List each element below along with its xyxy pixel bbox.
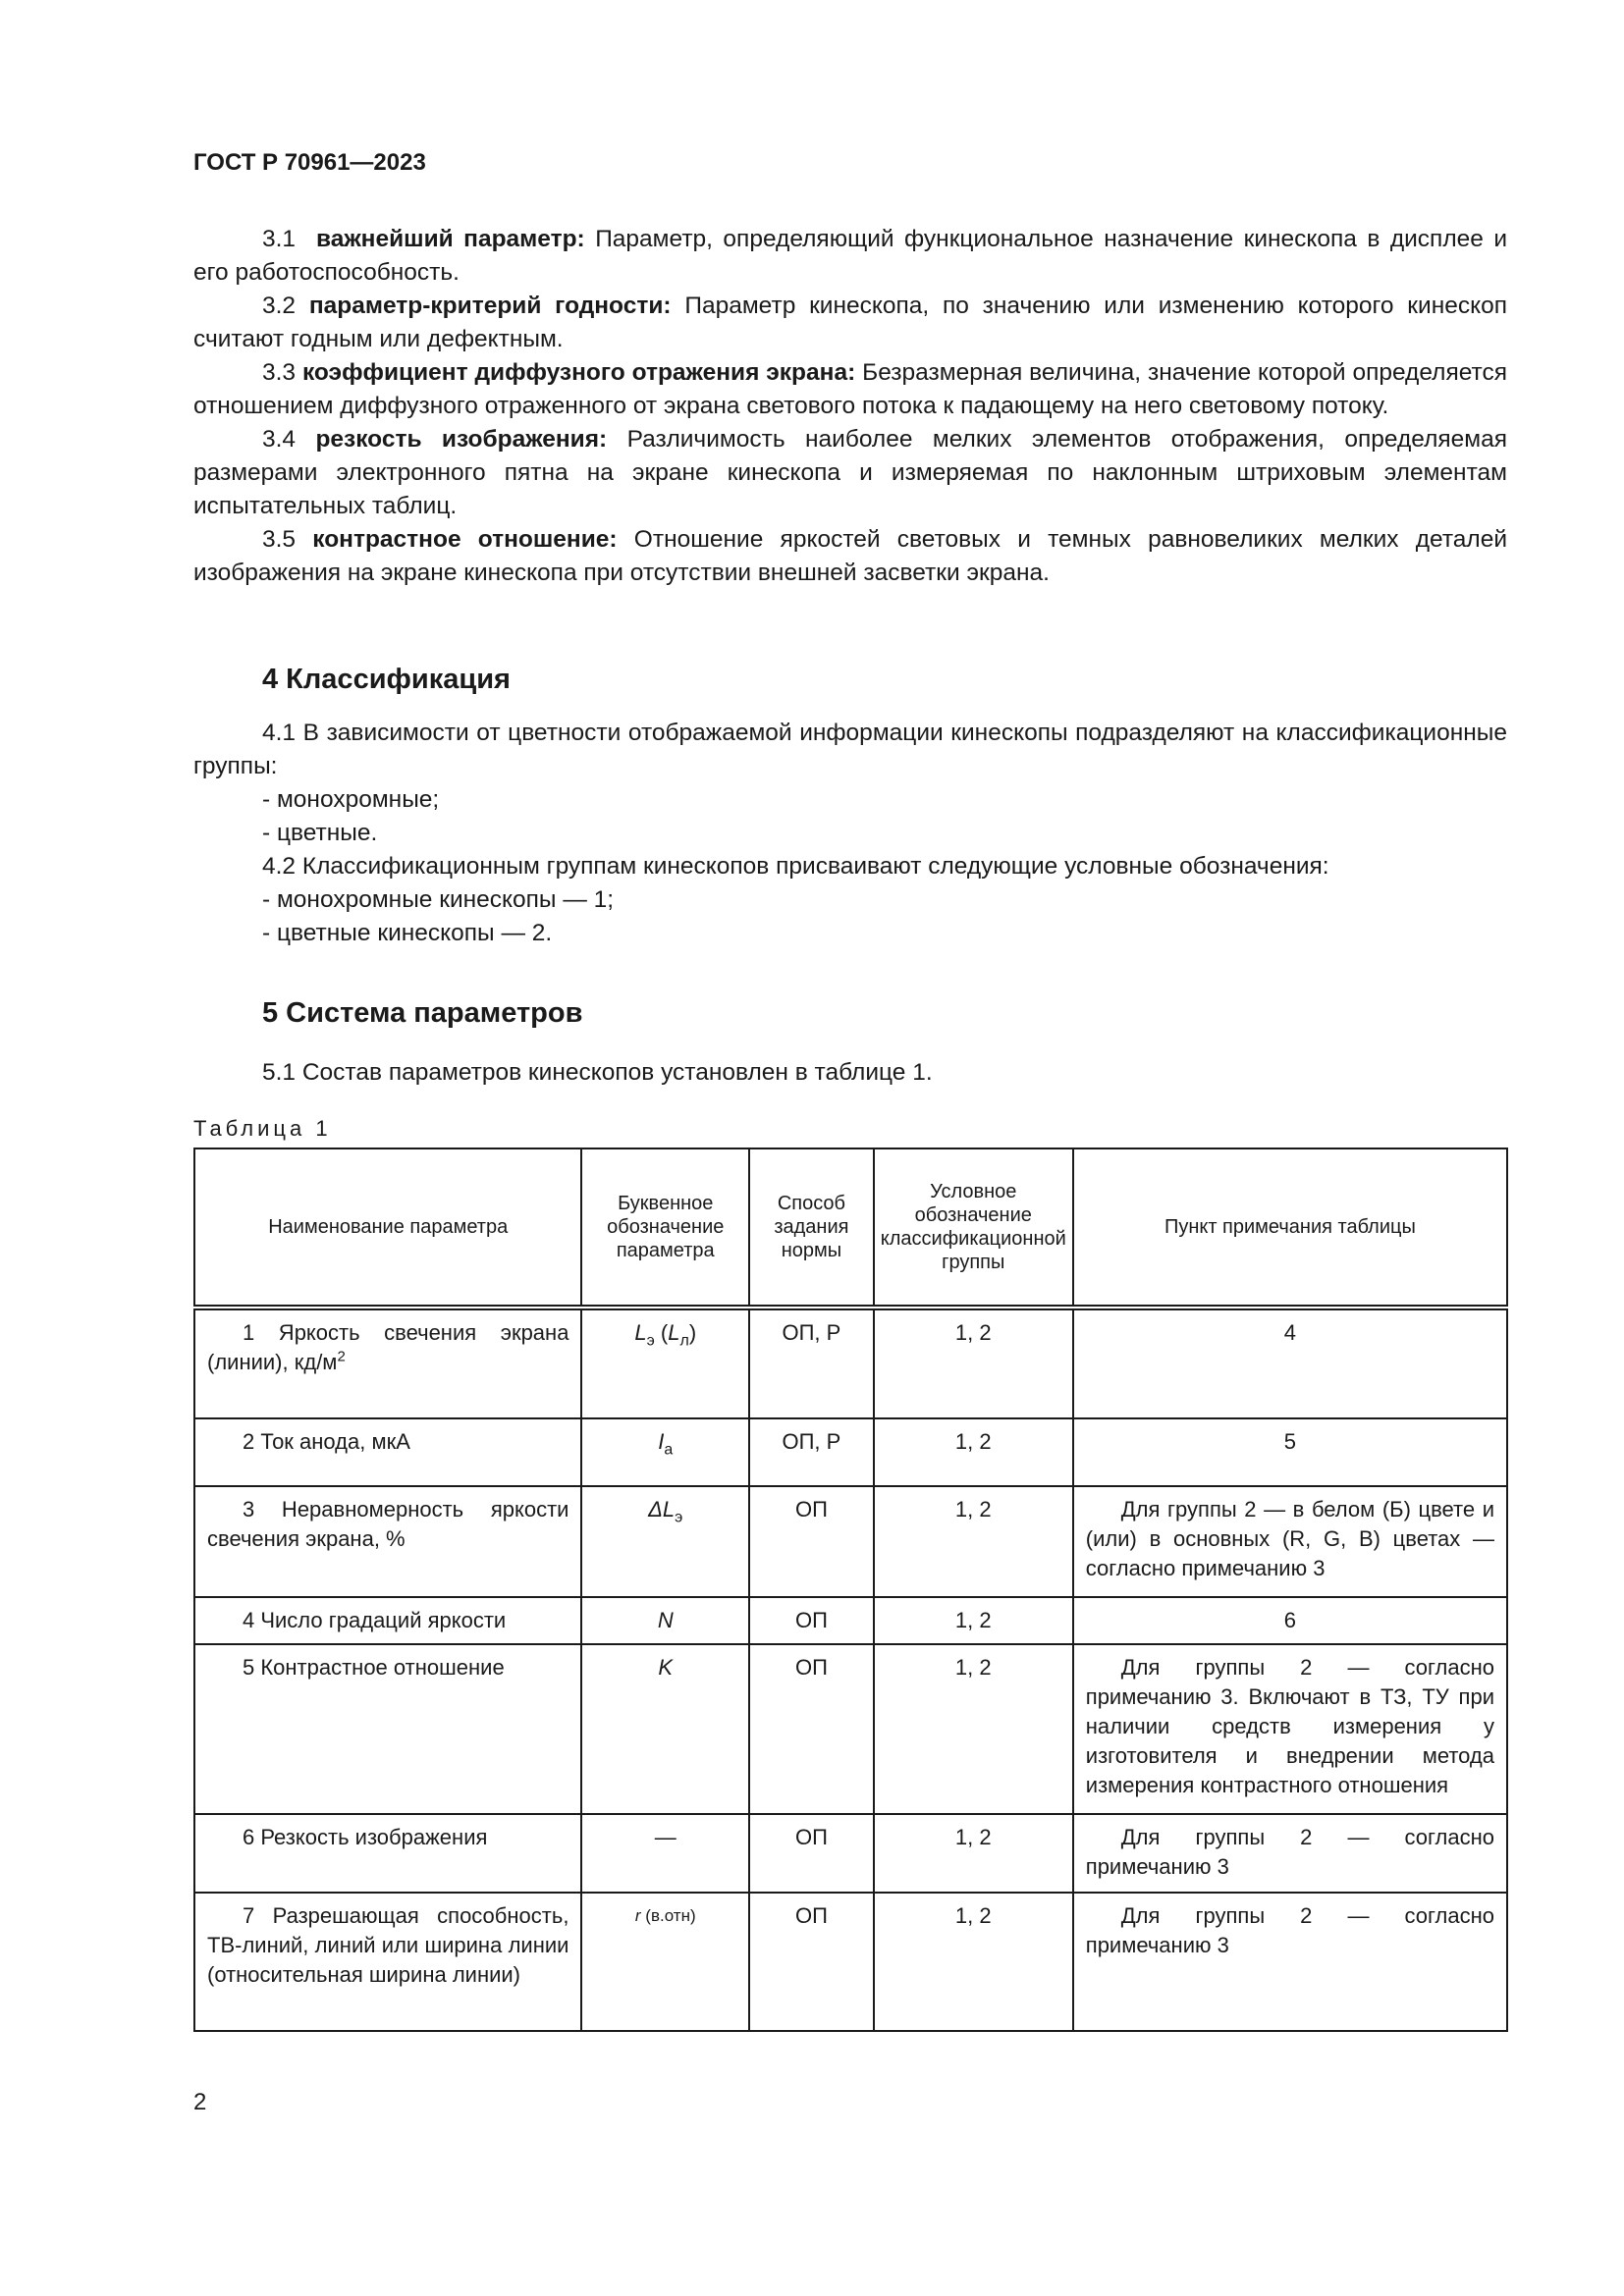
group-code: 1, 2 xyxy=(874,1893,1073,2031)
parameter-symbol: $L_э$ $(L_л)$ xyxy=(581,1308,749,1418)
table-row xyxy=(194,1418,1507,1486)
definition-3-5 xyxy=(193,523,1507,590)
list-item: - монохромные; xyxy=(262,786,440,813)
definition-3-3 xyxy=(193,356,1507,423)
norm-method: ОП xyxy=(749,1597,874,1644)
norm-method: ОП, Р xyxy=(749,1308,874,1418)
definition-text: Отношение яркостей световых и темных равновеликих мелких деталей изображения на экране кинескопа при отсутствии внешней засветки экрана. xyxy=(193,526,1508,586)
column-header: Пункт примечания таблицы xyxy=(1073,1148,1507,1308)
parameter-symbol: $I_a$ xyxy=(581,1418,749,1486)
note-ref: Для группы 2 — согласно примечанию 3 xyxy=(1073,1893,1507,2031)
note-ref: 5 xyxy=(1073,1418,1507,1486)
definition-term: коэффициент диффузного отражения экрана: xyxy=(301,359,856,386)
norm-method: ОП xyxy=(749,1893,874,2031)
parameter-symbol: — xyxy=(581,1814,749,1893)
list-item: - цветные кинескопы — 2. xyxy=(262,920,553,946)
parameter-symbol: r (в.отн) xyxy=(581,1893,749,2031)
definition-number: 3.5 xyxy=(262,526,297,553)
note-ref: 6 xyxy=(1073,1597,1507,1644)
table-header-row xyxy=(194,1148,1507,1308)
definition-3-2 xyxy=(193,290,1507,356)
parameter-symbol: $\Delta L_э$ xyxy=(581,1486,749,1597)
column-header: Способ задания нормы xyxy=(749,1148,874,1308)
norm-method: ОП xyxy=(749,1644,874,1814)
group-code: 1, 2 xyxy=(874,1308,1073,1418)
list-item: - монохромные кинескопы — 1; xyxy=(262,886,615,913)
column-header: Буквенное обозначение параметра xyxy=(581,1148,749,1308)
section-4-body xyxy=(193,717,1507,950)
parameter-name: 7 Разрешающая способность, ТВ-линий, линий или ширина линии (относительная ширина линии) xyxy=(194,1893,581,2031)
note-ref: 4 xyxy=(1073,1308,1507,1418)
table-row xyxy=(194,1814,1507,1893)
section-4-heading: 4 Классификация xyxy=(262,664,511,695)
parameter-symbol: N xyxy=(581,1597,749,1644)
definition-3-1 xyxy=(193,223,1507,290)
definition-term: контрастное отношение: xyxy=(312,526,618,553)
note-ref: Для группы 2 — согласно примечанию 3 xyxy=(1073,1814,1507,1893)
table-row xyxy=(194,1486,1507,1597)
definition-number: 3.1 xyxy=(262,226,297,252)
group-code: 1, 2 xyxy=(874,1597,1073,1644)
group-code: 1, 2 xyxy=(874,1644,1073,1814)
document-id: ГОСТ Р 70961—2023 xyxy=(193,149,426,176)
norm-method: ОП xyxy=(749,1486,874,1597)
norm-method: ОП, Р xyxy=(749,1418,874,1486)
table-row xyxy=(194,1597,1507,1644)
note-ref: Для группы 2 — в белом (Б) цвете и (или) в основных (R, G, B) цветах — согласно примечанию 3 xyxy=(1073,1486,1507,1597)
table-row xyxy=(194,1308,1507,1418)
column-header: Наименование параметра xyxy=(194,1148,581,1308)
norm-method: ОП xyxy=(749,1814,874,1893)
section-5-heading: 5 Система параметров xyxy=(262,997,583,1029)
definition-term: резкость изображения: xyxy=(315,426,608,453)
parameter-symbol: K xyxy=(581,1644,749,1814)
parameters-table xyxy=(193,1148,1508,2032)
definition-text: Различимость наиболее мелких элементов отображения, определяемая размерами электронного пятна на экране кинескопа и измеряемая по наклонным штриховым элементам испытательных таблиц. xyxy=(193,426,1508,519)
definition-text: Параметр, определяющий функциональное назначение кинескопа в дисплее и его работоспособность. xyxy=(193,226,1507,286)
table-row xyxy=(194,1644,1507,1814)
paragraph-4-2: 4.2 Классификационным группам кинескопов присваивают следующие условные обозначения: xyxy=(262,853,1329,880)
table-caption: Таблица 1 xyxy=(193,1116,332,1141)
parameter-name: 4 Число градаций яркости xyxy=(194,1597,581,1644)
column-header: Условное обозначение классификационной группы xyxy=(874,1148,1073,1308)
table-row xyxy=(194,1893,1507,2031)
parameter-name: 1 Яркость свечения экрана (линии), $кд/м^2$ xyxy=(194,1308,581,1418)
definition-text: Безразмерная величина, значение которой определяется отношением диффузного отраженного от экрана светового потока к падающему на него световому потоку. xyxy=(193,359,1508,419)
parameter-name: 5 Контрастное отношение xyxy=(194,1644,581,1814)
definition-term: важнейший параметр: xyxy=(315,226,585,252)
note-ref: Для группы 2 — согласно примечанию 3. Включают в ТЗ, ТУ при наличии средств измерения у изготовителя и внедрении метода измерения контрастного отношения xyxy=(1073,1644,1507,1814)
definition-number: 3.3 xyxy=(262,359,297,386)
group-code: 1, 2 xyxy=(874,1814,1073,1893)
paragraph-5-1: 5.1 Состав параметров кинескопов установлен в таблице 1. xyxy=(262,1059,933,1086)
group-code: 1, 2 xyxy=(874,1486,1073,1597)
section-5-body xyxy=(193,1056,1507,1090)
list-item: - цветные. xyxy=(262,820,378,846)
paragraph-4-1: 4.1 В зависимости от цветности отображаемой информации кинескопы подразделяют на классификационные группы: xyxy=(193,720,1507,779)
definition-number: 3.2 xyxy=(262,293,297,319)
page-number: 2 xyxy=(193,2089,207,2115)
parameter-name: 2 Ток анода, мкА xyxy=(194,1418,581,1486)
definition-number: 3.4 xyxy=(262,426,297,453)
parameter-name: 6 Резкость изображения xyxy=(194,1814,581,1893)
parameter-name: 3 Неравномерность яркости свечения экрана, % xyxy=(194,1486,581,1597)
definition-term: параметр-критерий годности: xyxy=(308,293,672,319)
definitions-section xyxy=(193,223,1507,590)
definition-3-4 xyxy=(193,423,1507,523)
definition-text: Параметр кинескопа, по значению или изменению которого кинескоп считают годным или дефектным. xyxy=(193,293,1508,352)
group-code: 1, 2 xyxy=(874,1418,1073,1486)
